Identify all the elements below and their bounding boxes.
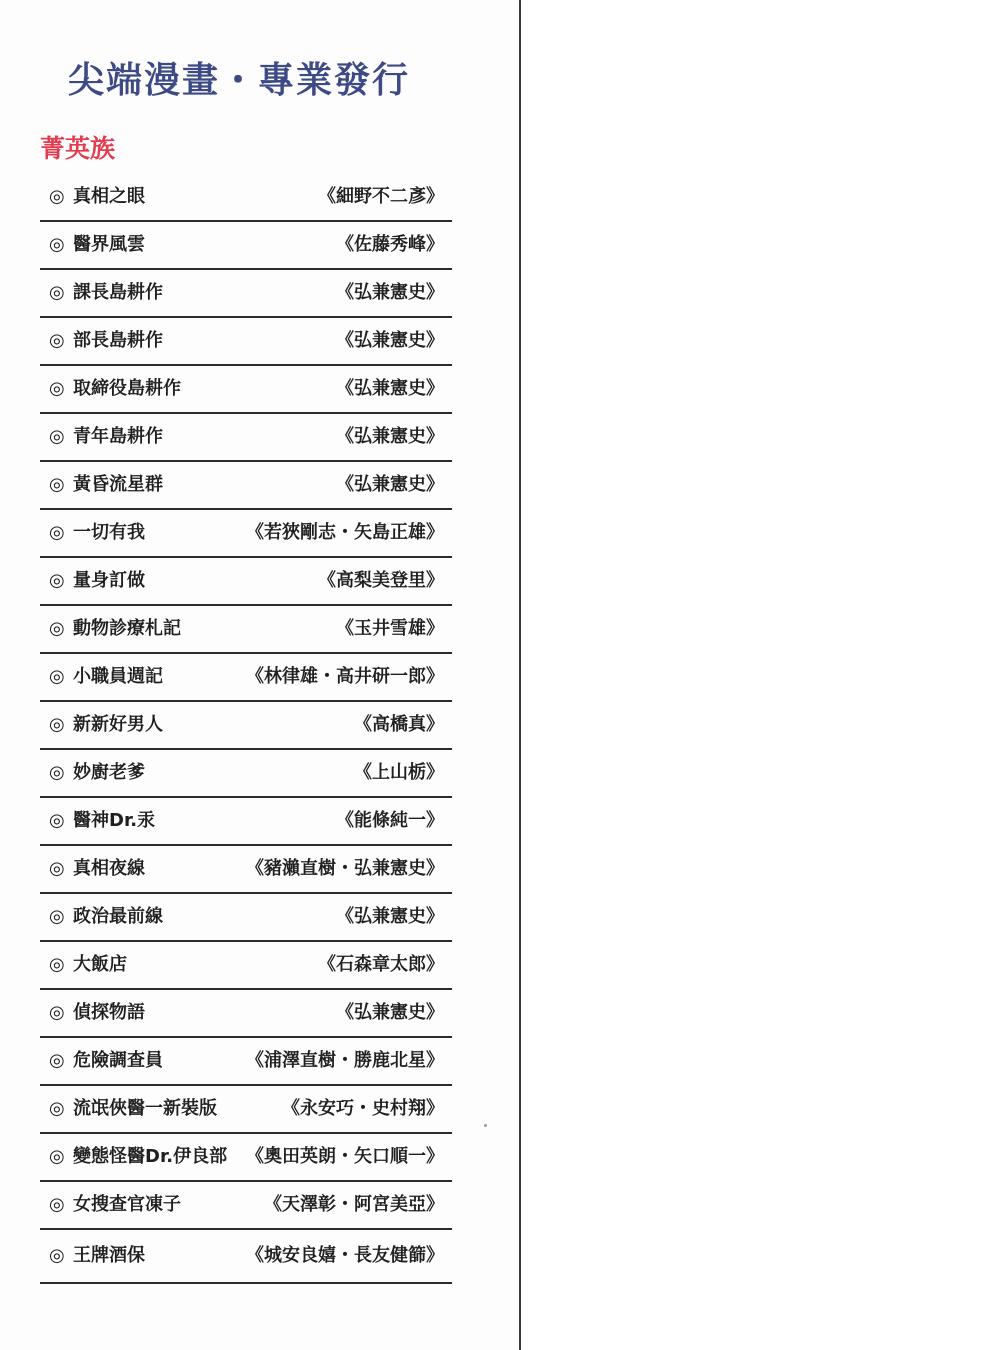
book-title: 政治最前線 <box>73 906 163 927</box>
bullet-icon: ◎ <box>49 570 65 591</box>
book-author: 《弘兼憲史》 <box>336 378 444 399</box>
list-item <box>40 990 452 1038</box>
title-list <box>40 174 452 1284</box>
bullet-icon: ◎ <box>49 1245 65 1266</box>
bullet-icon: ◎ <box>49 1194 65 1215</box>
bullet-icon: ◎ <box>49 666 65 687</box>
book-author: 《弘兼憲史》 <box>336 474 444 495</box>
list-item <box>40 174 452 222</box>
bullet-icon: ◎ <box>49 1098 65 1119</box>
book-title: 醫界風雲 <box>73 234 145 255</box>
book-title: 真相之眼 <box>73 186 145 207</box>
book-title: 小職員週記 <box>73 666 163 687</box>
scan-speck <box>484 1124 487 1127</box>
bullet-icon: ◎ <box>49 858 65 879</box>
book-author: 《上山栃》 <box>354 762 444 783</box>
list-item <box>40 270 452 318</box>
bullet-icon: ◎ <box>49 378 65 399</box>
list-item <box>40 942 452 990</box>
bullet-icon: ◎ <box>49 954 65 975</box>
book-author: 《弘兼憲史》 <box>336 330 444 351</box>
list-item <box>40 558 452 606</box>
bullet-icon: ◎ <box>49 330 65 351</box>
book-title: 課長島耕作 <box>73 282 163 303</box>
book-title: 危險調查員 <box>73 1050 163 1071</box>
list-item <box>40 462 452 510</box>
book-title: 偵探物語 <box>73 1002 145 1023</box>
bullet-icon: ◎ <box>49 426 65 447</box>
list-item <box>40 318 452 366</box>
bullet-icon: ◎ <box>49 906 65 927</box>
book-author: 《高橋真》 <box>354 714 444 735</box>
book-title: 醫神Dr.汞 <box>73 810 156 831</box>
bullet-icon: ◎ <box>49 762 65 783</box>
book-title: 取締役島耕作 <box>73 378 181 399</box>
book-author: 《豬瀨直樹・弘兼憲史》 <box>246 858 444 879</box>
bullet-icon: ◎ <box>49 522 65 543</box>
book-author: 《細野不二彥》 <box>318 186 444 207</box>
right-page <box>522 0 986 1350</box>
book-title: 青年島耕作 <box>73 426 163 447</box>
bullet-icon: ◎ <box>49 1050 65 1071</box>
list-item <box>40 606 452 654</box>
book-title: 新新好男人 <box>73 714 163 735</box>
list-item <box>40 702 452 750</box>
book-author: 《高梨美登里》 <box>318 570 444 591</box>
list-item <box>40 1086 452 1134</box>
book-author: 《奧田英朗・矢口順一》 <box>246 1146 444 1167</box>
list-item <box>40 654 452 702</box>
book-author: 《弘兼憲史》 <box>336 906 444 927</box>
book-author: 《城安良嬉・長友健篩》 <box>246 1245 444 1266</box>
book-title: 黃昏流星群 <box>73 474 163 495</box>
book-title: 一切有我 <box>73 522 145 543</box>
book-author: 《浦澤直樹・勝鹿北星》 <box>246 1050 444 1071</box>
section-heading: 菁英族 <box>40 134 116 163</box>
bullet-icon: ◎ <box>49 234 65 255</box>
book-title: 流氓俠醫一新裝版 <box>73 1098 217 1119</box>
book-author: 《永安巧・史村翔》 <box>282 1098 444 1119</box>
book-title: 妙廚老爹 <box>73 762 145 783</box>
page-spine-divider <box>519 0 521 1350</box>
book-title: 王牌酒保 <box>73 1245 145 1266</box>
bullet-icon: ◎ <box>49 1002 65 1023</box>
book-author: 《能條純一》 <box>336 810 444 831</box>
list-item <box>40 798 452 846</box>
list-item <box>40 366 452 414</box>
list-item <box>40 510 452 558</box>
book-author: 《林律雄・高井研一郎》 <box>246 666 444 687</box>
book-author: 《佐藤秀峰》 <box>336 234 444 255</box>
book-author: 《天澤彰・阿宮美亞》 <box>264 1194 444 1215</box>
book-author: 《弘兼憲史》 <box>336 1002 444 1023</box>
bullet-icon: ◎ <box>49 474 65 495</box>
list-item <box>40 1134 452 1182</box>
list-item <box>40 414 452 462</box>
book-title: 大飯店 <box>73 954 127 975</box>
list-item <box>40 1230 452 1284</box>
list-item <box>40 750 452 798</box>
bullet-icon: ◎ <box>49 186 65 207</box>
bullet-icon: ◎ <box>49 618 65 639</box>
book-author: 《弘兼憲史》 <box>336 426 444 447</box>
book-author: 《若狹剛志・矢島正雄》 <box>246 522 444 543</box>
book-title: 動物診療札記 <box>73 618 181 639</box>
bullet-icon: ◎ <box>49 282 65 303</box>
book-title: 女搜查官凍子 <box>73 1194 181 1215</box>
book-title: 量身訂做 <box>73 570 145 591</box>
list-item <box>40 894 452 942</box>
book-title: 部長島耕作 <box>73 330 163 351</box>
list-item <box>40 1182 452 1230</box>
book-title: 變態怪醫Dr.伊良部 <box>73 1146 228 1167</box>
book-author: 《弘兼憲史》 <box>336 282 444 303</box>
publisher-heading: 尖端漫畫・專業發行 <box>68 60 411 101</box>
list-item <box>40 1038 452 1086</box>
bullet-icon: ◎ <box>49 1146 65 1167</box>
bullet-icon: ◎ <box>49 810 65 831</box>
book-title: 真相夜線 <box>73 858 145 879</box>
book-author: 《石森章太郎》 <box>318 954 444 975</box>
book-author: 《玉井雪雄》 <box>336 618 444 639</box>
list-item <box>40 846 452 894</box>
list-item <box>40 222 452 270</box>
bullet-icon: ◎ <box>49 714 65 735</box>
